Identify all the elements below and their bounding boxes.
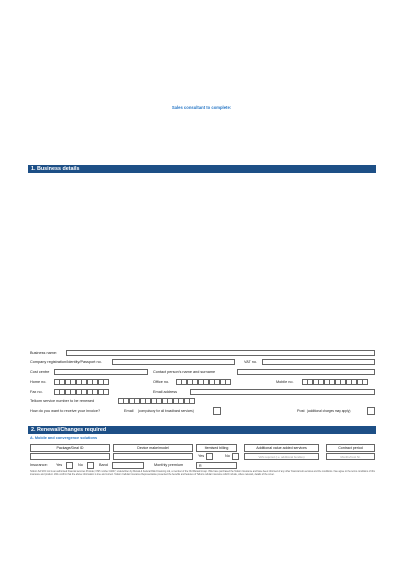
telkom-renew-label: Telkom service number to be renewed (30, 399, 95, 403)
contract-field[interactable] (326, 453, 375, 460)
mobile-no-label: Mobile no. (276, 380, 294, 384)
insurance-fine-print: Telkom SA SOC Ltd is an authorised financial services Provider, FSP number 44247, underwritten by Mutual & Federal Risk Financing Ltd, a member of the Old Mutual Group. I/We have purchased the Telkom Insurance and have been informed of any other financial sub-services and the conditions. I/we agree to the terms conditions of this insurance and product. I/We confirm that the above information is true and correct. Telkom Cellular Insurance Representative presented the benefits and features of Telkom cellular insurance which include, where relevant, details of the cover. (30, 471, 375, 476)
office-no-label: Office no. (153, 380, 170, 384)
home-no-label: Home no. (30, 380, 47, 384)
section-2-subtitle: A. Mobile and convergence solutions (30, 436, 98, 440)
cost-centre-field[interactable] (54, 369, 148, 375)
insurance-label: Insurance: (30, 463, 48, 467)
contract-period-header: Contract period (326, 444, 375, 452)
fax-no-cells[interactable] (54, 389, 109, 395)
monthly-premium-label: Monthly premium (154, 463, 184, 467)
insurance-yes-label: Yes (56, 463, 63, 467)
invoice-post-checkbox[interactable] (367, 407, 375, 415)
insurance-no-label: No (78, 463, 83, 467)
section-2-header: 2. Renewal/Changes required (28, 426, 376, 434)
invoice-email-label: Email (124, 409, 134, 413)
contact-person-field[interactable] (237, 369, 375, 375)
email-label: Email address (153, 390, 178, 394)
contract-placeholder: Months/Cost Nr. (340, 455, 361, 459)
company-reg-field[interactable] (112, 359, 235, 365)
vat-label: VAT no. (244, 360, 258, 364)
telkom-renew-cells[interactable] (118, 398, 195, 404)
consultant-note: Sales consultant to complete: (171, 105, 232, 110)
package-deal-field[interactable] (30, 453, 110, 460)
device-field[interactable] (113, 453, 193, 460)
business-name-field[interactable] (66, 350, 375, 356)
fax-no-label: Fax no. (30, 390, 43, 394)
itemised-no-label: No (225, 454, 230, 458)
vat-field[interactable] (262, 359, 375, 365)
invoice-post-note: (additional charges may apply) (307, 409, 351, 413)
itemised-yes-checkbox[interactable] (206, 453, 213, 460)
itemised-yes-label: Yes (198, 454, 205, 458)
invoice-post-label: Post (297, 409, 305, 413)
invoice-question-label: How do you want to receive your invoice? (30, 409, 101, 413)
office-no-cells[interactable] (176, 379, 231, 385)
itemised-billing-header: Itemised billing (196, 444, 237, 452)
cost-centre-label: Cost centre (30, 370, 50, 374)
vas-header: Additional value added services (244, 444, 319, 452)
mobile-no-cells[interactable] (302, 379, 368, 385)
email-field[interactable] (190, 389, 375, 395)
band-field[interactable] (112, 462, 144, 469)
invoice-email-checkbox[interactable] (213, 407, 221, 415)
vas-field[interactable] (244, 453, 319, 460)
section-1-header: 1. Business details (28, 165, 376, 173)
insurance-no-checkbox[interactable] (87, 462, 94, 469)
monthly-premium-field[interactable] (196, 462, 237, 469)
band-label: Band (99, 463, 108, 467)
insurance-yes-checkbox[interactable] (66, 462, 73, 469)
contact-person-label: Contact person's name and surname (153, 370, 216, 374)
package-deal-header: Package/Deal ID (30, 444, 110, 452)
company-reg-label: Company registration/Identity/Passport no. (30, 360, 102, 364)
business-name-label: Business name: (30, 351, 58, 355)
device-header: Device make/model (113, 444, 193, 452)
currency-symbol: R (199, 464, 202, 468)
invoice-email-note: (compulsory for all broadband services) (138, 409, 194, 413)
home-no-cells[interactable] (54, 379, 109, 385)
itemised-no-checkbox[interactable] (232, 453, 239, 460)
vas-placeholder: VAS required (i.e. additional bundles) (258, 455, 305, 459)
